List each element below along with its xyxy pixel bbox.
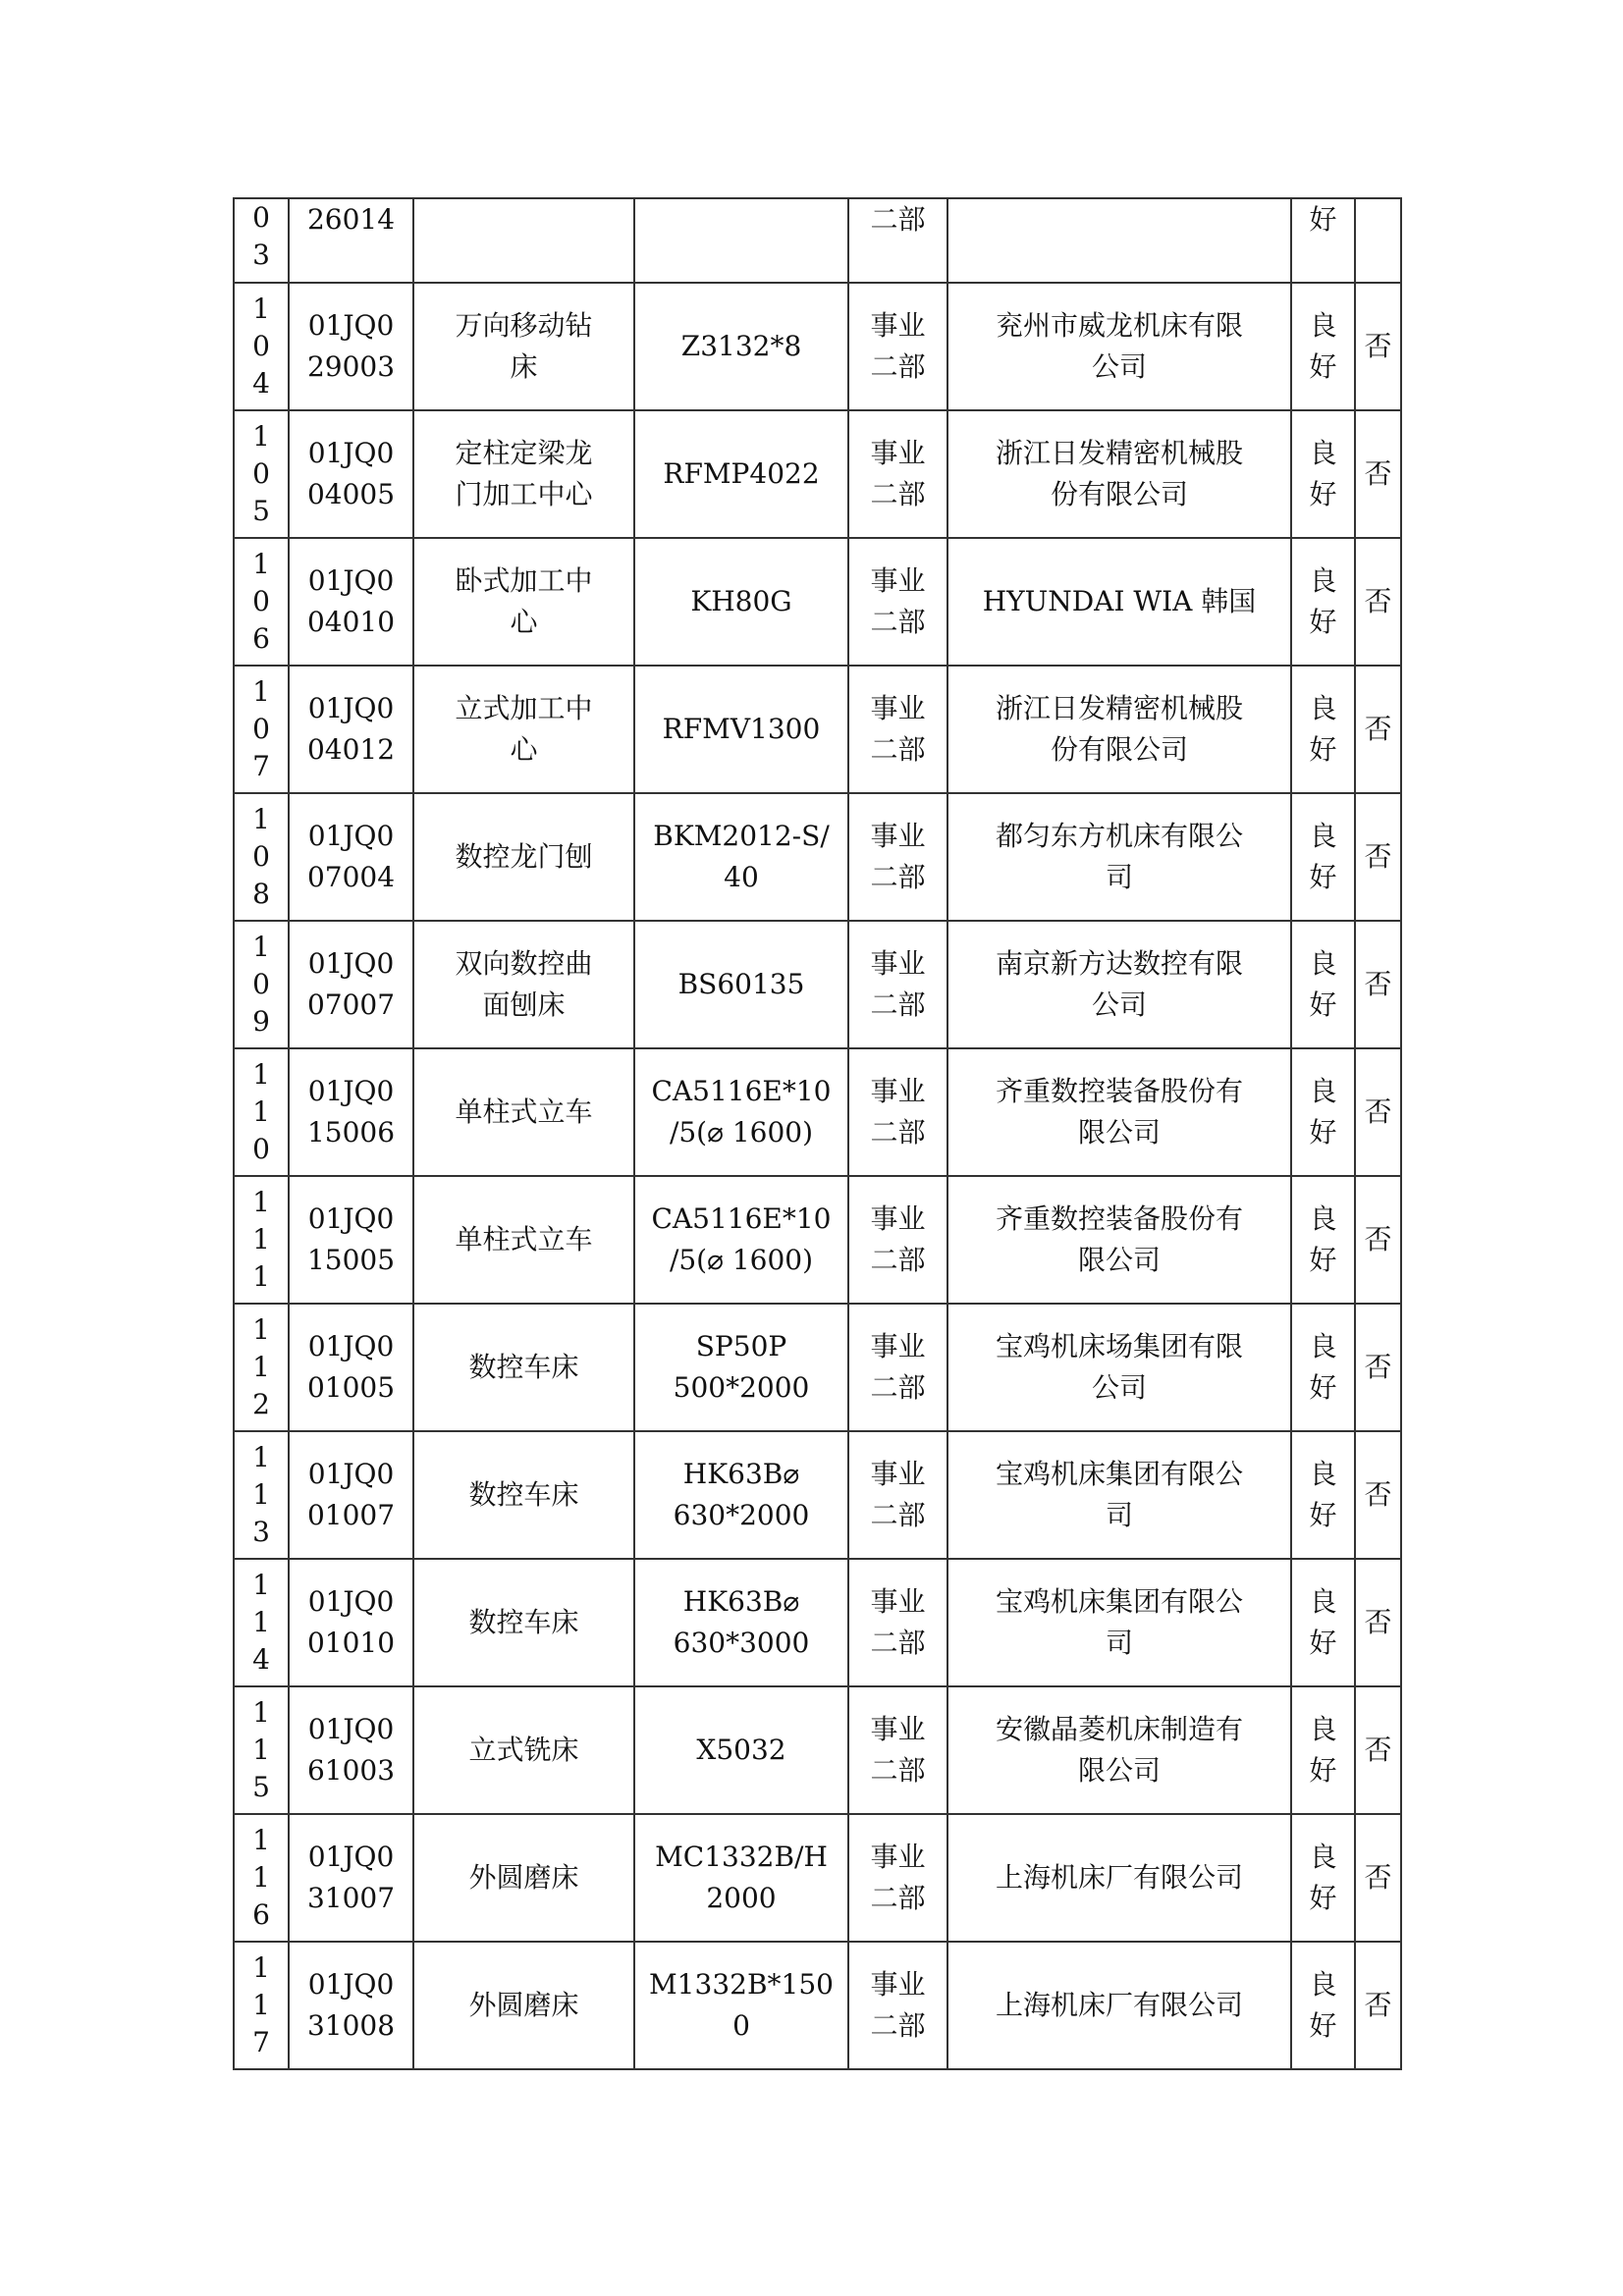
- cell-equipment-name: [413, 198, 634, 283]
- cell-manufacturer: 宝鸡机床集团有限公 司: [947, 1559, 1291, 1686]
- table-row: [234, 1431, 1401, 1559]
- cell-condition: 良 好: [1291, 666, 1355, 793]
- cell-equipment-name: 卧式加工中 心: [413, 538, 634, 666]
- cell-department: 事业 二部: [848, 1559, 947, 1686]
- cell-asset-code: 26014: [289, 198, 413, 283]
- cell-department: 事业 二部: [848, 793, 947, 921]
- cell-asset-code: 01JQ0 15006: [289, 1048, 413, 1176]
- cell-asset-code: 01JQ0 29003: [289, 283, 413, 410]
- cell-equipment-name: 单柱式立车: [413, 1048, 634, 1176]
- cell-condition: 良 好: [1291, 283, 1355, 410]
- cell-model: CA5116E*10 /5(⌀ 1600): [634, 1176, 848, 1304]
- cell-manufacturer: 上海机床厂有限公司: [947, 1814, 1291, 1942]
- table-row: [234, 410, 1401, 538]
- cell-model: RFMP4022: [634, 410, 848, 538]
- cell-department: 事业 二部: [848, 1942, 947, 2069]
- cell-department: 事业 二部: [848, 1176, 947, 1304]
- cell-condition: 良 好: [1291, 1559, 1355, 1686]
- cell-asset-code: 01JQ0 04005: [289, 410, 413, 538]
- cell-department: 二部: [848, 198, 947, 283]
- cell-department: 事业 二部: [848, 283, 947, 410]
- table-row: [234, 1176, 1401, 1304]
- cell-model: MC1332B/H 2000: [634, 1814, 848, 1942]
- cell-asset-code: 01JQ0 61003: [289, 1686, 413, 1814]
- table-row: [234, 666, 1401, 793]
- cell-condition: 良 好: [1291, 1686, 1355, 1814]
- cell-flag: 否: [1355, 1814, 1401, 1942]
- cell-condition: 良 好: [1291, 1814, 1355, 1942]
- cell-condition: 良 好: [1291, 1942, 1355, 2069]
- cell-flag: 否: [1355, 921, 1401, 1048]
- cell-manufacturer: HYUNDAI WIA 韩国: [947, 538, 1291, 666]
- cell-condition: 良 好: [1291, 1304, 1355, 1431]
- cell-department: 事业 二部: [848, 921, 947, 1048]
- cell-index: 1 1 2: [234, 1304, 289, 1431]
- cell-flag: 否: [1355, 410, 1401, 538]
- table-row: [234, 1814, 1401, 1942]
- cell-equipment-name: 单柱式立车: [413, 1176, 634, 1304]
- cell-index: 0 3: [234, 198, 289, 283]
- cell-condition: 良 好: [1291, 1176, 1355, 1304]
- table-row: [234, 283, 1401, 410]
- cell-condition: 良 好: [1291, 1431, 1355, 1559]
- cell-manufacturer: 南京新方达数控有限 公司: [947, 921, 1291, 1048]
- cell-manufacturer: 宝鸡机床场集团有限 公司: [947, 1304, 1291, 1431]
- cell-flag: 否: [1355, 283, 1401, 410]
- cell-equipment-name: 数控车床: [413, 1304, 634, 1431]
- table-row: [234, 1048, 1401, 1176]
- cell-model: HK63B⌀ 630*3000: [634, 1559, 848, 1686]
- cell-flag: 否: [1355, 1559, 1401, 1686]
- cell-asset-code: 01JQ0 01007: [289, 1431, 413, 1559]
- cell-index: 1 0 7: [234, 666, 289, 793]
- table-row: [234, 1304, 1401, 1431]
- cell-model: KH80G: [634, 538, 848, 666]
- cell-flag: 否: [1355, 1304, 1401, 1431]
- cell-manufacturer: 齐重数控装备股份有 限公司: [947, 1048, 1291, 1176]
- cell-model: RFMV1300: [634, 666, 848, 793]
- table-row: [234, 198, 1401, 283]
- cell-condition: 良 好: [1291, 538, 1355, 666]
- cell-index: 1 0 6: [234, 538, 289, 666]
- cell-department: 事业 二部: [848, 1686, 947, 1814]
- cell-index: 1 1 5: [234, 1686, 289, 1814]
- cell-model: M1332B*150 0: [634, 1942, 848, 2069]
- cell-equipment-name: 立式加工中 心: [413, 666, 634, 793]
- cell-condition: 良 好: [1291, 1048, 1355, 1176]
- cell-equipment-name: 数控车床: [413, 1559, 634, 1686]
- table-row: [234, 1942, 1401, 2069]
- cell-flag: 否: [1355, 1942, 1401, 2069]
- cell-asset-code: 01JQ0 31007: [289, 1814, 413, 1942]
- table-row: [234, 538, 1401, 666]
- table-row: [234, 921, 1401, 1048]
- cell-equipment-name: 外圆磨床: [413, 1942, 634, 2069]
- cell-condition: 良 好: [1291, 793, 1355, 921]
- cell-flag: 否: [1355, 1686, 1401, 1814]
- cell-equipment-name: 万向移动钻 床: [413, 283, 634, 410]
- cell-condition: 良 好: [1291, 921, 1355, 1048]
- cell-index: 1 0 9: [234, 921, 289, 1048]
- cell-asset-code: 01JQ0 01005: [289, 1304, 413, 1431]
- cell-model: HK63B⌀ 630*2000: [634, 1431, 848, 1559]
- cell-asset-code: 01JQ0 07004: [289, 793, 413, 921]
- cell-manufacturer: [947, 198, 1291, 283]
- cell-department: 事业 二部: [848, 538, 947, 666]
- cell-flag: [1355, 198, 1401, 283]
- cell-equipment-name: 双向数控曲 面刨床: [413, 921, 634, 1048]
- cell-flag: 否: [1355, 1431, 1401, 1559]
- cell-asset-code: 01JQ0 07007: [289, 921, 413, 1048]
- cell-manufacturer: 浙江日发精密机械股 份有限公司: [947, 410, 1291, 538]
- cell-department: 事业 二部: [848, 666, 947, 793]
- equipment-table: [233, 197, 1402, 2070]
- table-row: [234, 793, 1401, 921]
- cell-department: 事业 二部: [848, 1048, 947, 1176]
- cell-manufacturer: 齐重数控装备股份有 限公司: [947, 1176, 1291, 1304]
- cell-index: 1 0 4: [234, 283, 289, 410]
- cell-equipment-name: 数控龙门刨: [413, 793, 634, 921]
- cell-equipment-name: 立式铣床: [413, 1686, 634, 1814]
- cell-model: X5032: [634, 1686, 848, 1814]
- cell-asset-code: 01JQ0 01010: [289, 1559, 413, 1686]
- cell-flag: 否: [1355, 538, 1401, 666]
- table-row: [234, 1686, 1401, 1814]
- cell-manufacturer: 浙江日发精密机械股 份有限公司: [947, 666, 1291, 793]
- cell-index: 1 1 4: [234, 1559, 289, 1686]
- cell-flag: 否: [1355, 1048, 1401, 1176]
- cell-department: 事业 二部: [848, 1304, 947, 1431]
- cell-equipment-name: 外圆磨床: [413, 1814, 634, 1942]
- cell-model: Z3132*8: [634, 283, 848, 410]
- cell-condition: 好: [1291, 198, 1355, 283]
- cell-model: CA5116E*10 /5(⌀ 1600): [634, 1048, 848, 1176]
- cell-index: 1 0 8: [234, 793, 289, 921]
- cell-equipment-name: 数控车床: [413, 1431, 634, 1559]
- cell-department: 事业 二部: [848, 1431, 947, 1559]
- cell-condition: 良 好: [1291, 410, 1355, 538]
- cell-manufacturer: 上海机床厂有限公司: [947, 1942, 1291, 2069]
- cell-index: 1 1 0: [234, 1048, 289, 1176]
- cell-index: 1 1 1: [234, 1176, 289, 1304]
- cell-asset-code: 01JQ0 04010: [289, 538, 413, 666]
- cell-manufacturer: 宝鸡机床集团有限公 司: [947, 1431, 1291, 1559]
- cell-index: 1 0 5: [234, 410, 289, 538]
- cell-index: 1 1 6: [234, 1814, 289, 1942]
- cell-model: SP50P 500*2000: [634, 1304, 848, 1431]
- cell-model: BKM2012-S/ 40: [634, 793, 848, 921]
- table-row: [234, 1559, 1401, 1686]
- cell-asset-code: 01JQ0 15005: [289, 1176, 413, 1304]
- cell-flag: 否: [1355, 793, 1401, 921]
- cell-flag: 否: [1355, 1176, 1401, 1304]
- cell-manufacturer: 兖州市威龙机床有限 公司: [947, 283, 1291, 410]
- cell-manufacturer: 都匀东方机床有限公 司: [947, 793, 1291, 921]
- table-body: [234, 198, 1401, 2069]
- cell-asset-code: 01JQ0 04012: [289, 666, 413, 793]
- cell-model: BS60135: [634, 921, 848, 1048]
- cell-flag: 否: [1355, 666, 1401, 793]
- cell-equipment-name: 定柱定梁龙 门加工中心: [413, 410, 634, 538]
- cell-department: 事业 二部: [848, 410, 947, 538]
- cell-index: 1 1 7: [234, 1942, 289, 2069]
- cell-model: [634, 198, 848, 283]
- cell-index: 1 1 3: [234, 1431, 289, 1559]
- cell-manufacturer: 安徽晶菱机床制造有 限公司: [947, 1686, 1291, 1814]
- cell-department: 事业 二部: [848, 1814, 947, 1942]
- cell-asset-code: 01JQ0 31008: [289, 1942, 413, 2069]
